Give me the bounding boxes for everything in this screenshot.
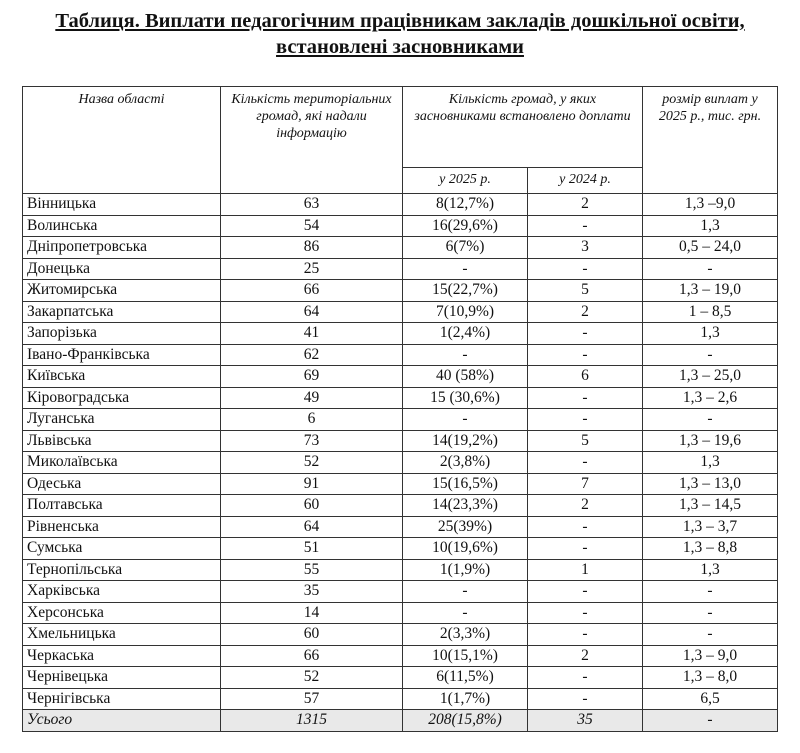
cell-count: 57 [221,688,403,710]
cell-amount: - [643,602,778,624]
cell-amount: 1,3 – 13,0 [643,473,778,495]
cell-amount: 1,3 – 8,8 [643,538,778,560]
cell-count: 49 [221,387,403,409]
cell-region: Чернігівська [23,688,221,710]
cell-amount: 6,5 [643,688,778,710]
header-with-payments: Кількість громад, у яких засновниками встановлено доплати [403,87,643,168]
cell-count: 64 [221,301,403,323]
cell-count: 60 [221,495,403,517]
cell-amount: 1,3 [643,559,778,581]
table-row [23,667,778,689]
cell-region: Полтавська [23,495,221,517]
cell-y2024: - [528,215,643,237]
cell-count: 41 [221,323,403,345]
cell-y2025: 15(16,5%) [403,473,528,495]
table-row [23,538,778,560]
cell-y2024: 6 [528,366,643,388]
table-row [23,258,778,280]
cell-amount: - [643,581,778,603]
cell-count: 52 [221,452,403,474]
table-row [23,430,778,452]
cell-y2025: - [403,258,528,280]
cell-amount: 1,3 – 9,0 [643,645,778,667]
cell-region: Київська [23,366,221,388]
cell-region: Рівненська [23,516,221,538]
payments-table [22,86,778,732]
cell-y2024: 2 [528,495,643,517]
cell-y2025: 14(19,2%) [403,430,528,452]
table-row [23,387,778,409]
table-row [23,323,778,345]
cell-y2024: 2 [528,645,643,667]
cell-y2024: - [528,516,643,538]
cell-count: 62 [221,344,403,366]
cell-amount: 1,3 –9,0 [643,194,778,216]
cell-y2025: 10(19,6%) [403,538,528,560]
total-amount: - [643,710,778,732]
cell-y2025: 2(3,3%) [403,624,528,646]
cell-count: 66 [221,280,403,302]
table-row [23,516,778,538]
cell-y2024: 5 [528,430,643,452]
cell-region: Волинська [23,215,221,237]
cell-region: Харківська [23,581,221,603]
cell-amount: 1,3 – 14,5 [643,495,778,517]
cell-y2025: 15 (30,6%) [403,387,528,409]
cell-count: 54 [221,215,403,237]
cell-region: Чернівецька [23,667,221,689]
cell-amount: 1,3 – 25,0 [643,366,778,388]
header-y2024: у 2024 р. [528,168,643,194]
cell-region: Вінницька [23,194,221,216]
table-row [23,688,778,710]
cell-count: 6 [221,409,403,431]
cell-amount: 1,3 – 8,0 [643,667,778,689]
cell-y2024: 1 [528,559,643,581]
cell-y2025: - [403,409,528,431]
cell-y2025: 25(39%) [403,516,528,538]
table-row [23,473,778,495]
cell-y2025: - [403,344,528,366]
cell-amount: 1,3 – 2,6 [643,387,778,409]
table-row [23,344,778,366]
cell-region: Хмельницька [23,624,221,646]
cell-amount: - [643,344,778,366]
header-y2025: у 2025 р. [403,168,528,194]
cell-region: Житомирська [23,280,221,302]
header-amount: розмір виплат у 2025 р., тис. грн. [643,87,778,194]
cell-count: 69 [221,366,403,388]
cell-amount: - [643,258,778,280]
cell-region: Луганська [23,409,221,431]
cell-count: 35 [221,581,403,603]
cell-count: 55 [221,559,403,581]
cell-region: Закарпатська [23,301,221,323]
cell-y2024: - [528,323,643,345]
cell-y2024: - [528,409,643,431]
cell-amount: 1,3 [643,215,778,237]
cell-y2025: 2(3,8%) [403,452,528,474]
cell-amount: 1,3 – 19,6 [643,430,778,452]
cell-region: Івано-Франківська [23,344,221,366]
cell-y2024: - [528,344,643,366]
cell-count: 52 [221,667,403,689]
total-y2025: 208(15,8%) [403,710,528,732]
table-row [23,624,778,646]
total-region: Усього [23,710,221,732]
total-row [23,710,778,732]
cell-region: Миколаївська [23,452,221,474]
table-row [23,645,778,667]
cell-count: 64 [221,516,403,538]
table-row [23,280,778,302]
cell-count: 14 [221,602,403,624]
cell-region: Одеська [23,473,221,495]
table-row [23,452,778,474]
cell-count: 60 [221,624,403,646]
cell-region: Черкаська [23,645,221,667]
cell-y2024: - [528,387,643,409]
cell-region: Сумська [23,538,221,560]
cell-y2024: 7 [528,473,643,495]
cell-amount: 1,3 [643,452,778,474]
cell-y2025: 1(2,4%) [403,323,528,345]
table-row [23,215,778,237]
table-row [23,602,778,624]
cell-y2025: 10(15,1%) [403,645,528,667]
table-header [23,87,778,194]
cell-amount: 1,3 – 3,7 [643,516,778,538]
cell-y2025: 6(11,5%) [403,667,528,689]
cell-y2024: 2 [528,301,643,323]
cell-y2025: 7(10,9%) [403,301,528,323]
table-row [23,301,778,323]
cell-y2024: 3 [528,237,643,259]
header-region: Назва області [23,87,221,194]
cell-y2024: - [528,688,643,710]
table-row [23,237,778,259]
title-line-1: Таблиця. Виплати педагогічним працівникам закладів дошкільної освіти, [55,10,745,32]
cell-region: Кіровоградська [23,387,221,409]
table-body [23,194,778,732]
table-row [23,409,778,431]
header-communities: Кількість територіальних громад, які надали інформацію [221,87,403,194]
cell-y2024: - [528,538,643,560]
cell-amount: 0,5 – 24,0 [643,237,778,259]
table-row [23,495,778,517]
cell-region: Львівська [23,430,221,452]
cell-amount: 1,3 – 19,0 [643,280,778,302]
cell-count: 51 [221,538,403,560]
table-title [0,8,800,60]
cell-amount: 1 – 8,5 [643,301,778,323]
cell-amount: - [643,409,778,431]
cell-y2025: 1(1,9%) [403,559,528,581]
cell-y2024: - [528,452,643,474]
cell-y2024: - [528,624,643,646]
total-count: 1315 [221,710,403,732]
table-row [23,581,778,603]
cell-region: Донецька [23,258,221,280]
cell-y2025: - [403,581,528,603]
title-line-2: встановлені засновниками [276,36,524,58]
cell-count: 86 [221,237,403,259]
cell-y2025: 8(12,7%) [403,194,528,216]
cell-region: Дніпропетровська [23,237,221,259]
total-y2024: 35 [528,710,643,732]
cell-y2024: - [528,258,643,280]
cell-count: 91 [221,473,403,495]
cell-y2024: - [528,581,643,603]
cell-y2025: 14(23,3%) [403,495,528,517]
cell-y2025: 15(22,7%) [403,280,528,302]
cell-region: Запорізька [23,323,221,345]
cell-count: 63 [221,194,403,216]
cell-y2025: 16(29,6%) [403,215,528,237]
cell-count: 66 [221,645,403,667]
cell-count: 25 [221,258,403,280]
cell-y2025: 1(1,7%) [403,688,528,710]
cell-y2024: 2 [528,194,643,216]
cell-y2025: 6(7%) [403,237,528,259]
cell-y2025: 40 (58%) [403,366,528,388]
cell-y2024: 5 [528,280,643,302]
cell-region: Херсонська [23,602,221,624]
cell-y2024: - [528,667,643,689]
table-row [23,366,778,388]
table-row [23,559,778,581]
cell-y2025: - [403,602,528,624]
cell-y2024: - [528,602,643,624]
table-row [23,194,778,216]
cell-amount: 1,3 [643,323,778,345]
cell-count: 73 [221,430,403,452]
cell-region: Тернопільська [23,559,221,581]
cell-amount: - [643,624,778,646]
